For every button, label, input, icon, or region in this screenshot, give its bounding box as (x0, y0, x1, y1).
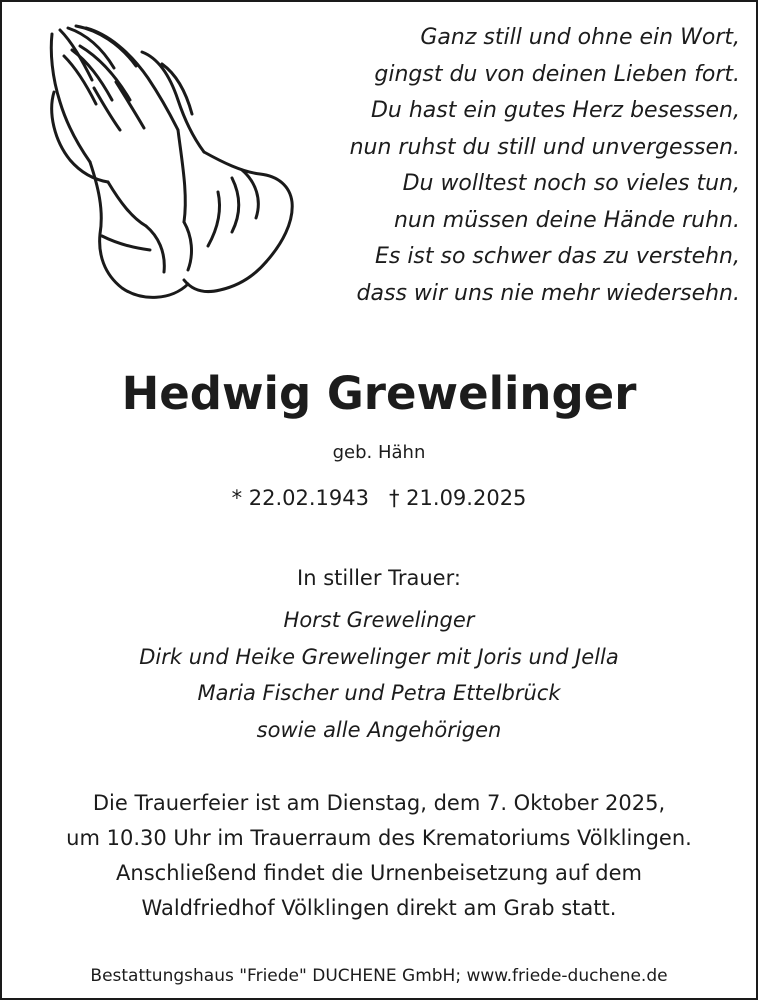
poem-line: Es ist so schwer das zu verstehn, (374, 244, 740, 269)
poem-line: gingst du von deinen Lieben fort. (374, 61, 740, 87)
poem-line: Du wolltest noch so vieles tun, (402, 171, 740, 196)
life-dates (2, 482, 756, 514)
mourning-label: In stiller Trauer: (297, 566, 461, 590)
poem-line: nun müssen deine Hände ruhn. (393, 207, 740, 233)
deceased-name: Hedwig Grewelinger (121, 367, 637, 420)
poem-line: dass wir uns nie mehr wiedersehn. (356, 280, 740, 306)
praying-hands-icon (42, 22, 297, 304)
poem-line: Du hast ein gutes Herz besessen, (370, 98, 740, 123)
service-line: um 10.30 Uhr im Trauerraum des Krematoriums Völklingen. (66, 826, 692, 850)
mourner-entry: Horst Grewelinger (283, 608, 475, 632)
funeral-home-footer: Bestattungshaus "Friede" DUCHENE GmbH; www.friede-duchene.de (90, 966, 668, 986)
service-line: Anschließend findet die Urnenbeisetzung auf dem (116, 861, 642, 885)
mourners-list (2, 602, 756, 748)
poem-line: nun ruhst du still und unvergessen. (349, 134, 740, 160)
maiden-name: geb. Hähn (332, 442, 426, 463)
mourner-entry: sowie alle Angehörigen (256, 717, 502, 742)
memorial-poem (280, 20, 740, 312)
service-line: Waldfriedhof Völklingen direkt am Grab statt. (141, 896, 617, 920)
poem-line: Ganz still und ohne ein Wort, (420, 25, 740, 50)
birth-date: * 22.02.1943 (231, 486, 369, 510)
service-line: Die Trauerfeier ist am Dienstag, dem 7. Oktober 2025, (92, 791, 666, 815)
mourner-entry: Maria Fischer und Petra Ettelbrück (197, 681, 561, 705)
funeral-service-info (2, 786, 756, 926)
death-date: † 21.09.2025 (389, 486, 527, 510)
mourner-entry: Dirk und Heike Grewelinger mit Joris und Jella (139, 644, 619, 669)
